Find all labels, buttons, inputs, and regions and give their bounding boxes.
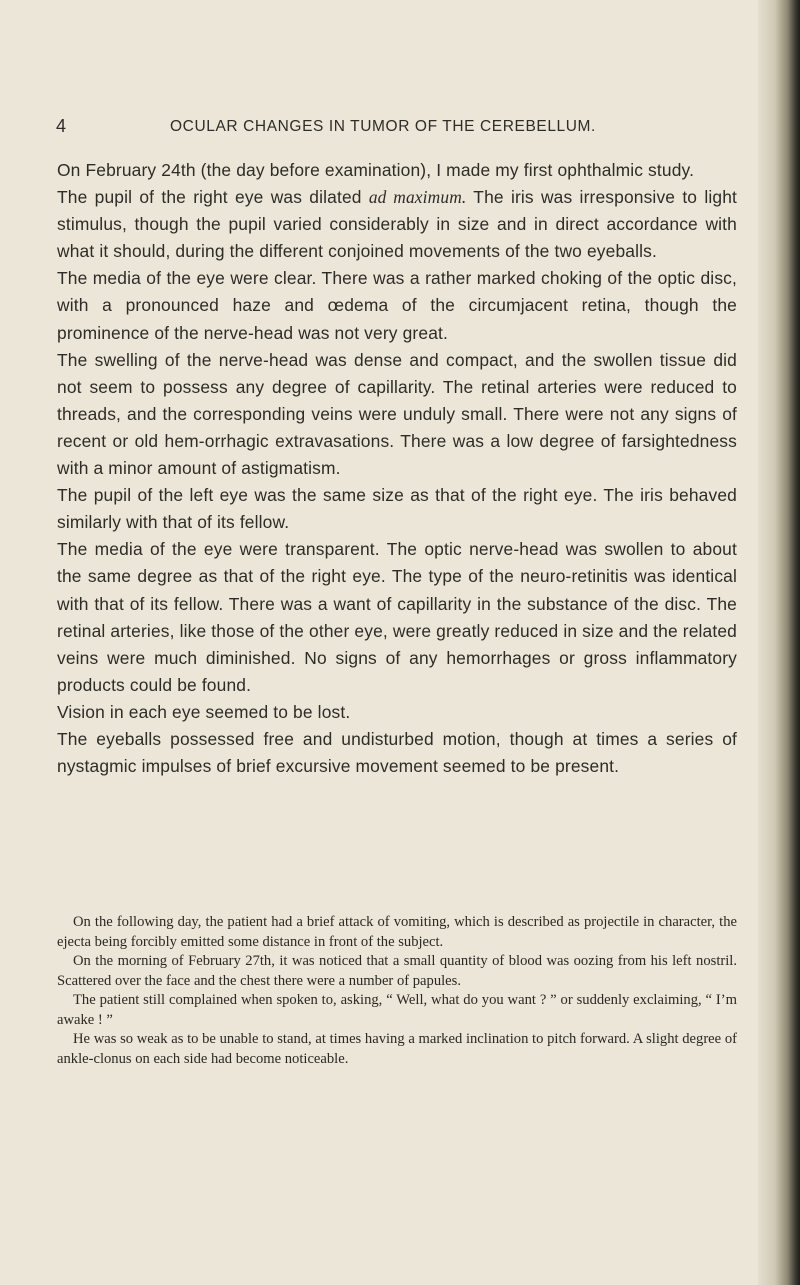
binding-edge xyxy=(758,0,800,1285)
paragraph xyxy=(57,184,737,265)
note-paragraph: On the morning of February 27th, it was noticed that a small quantity of blood was oozing from his left nostril. Scattered over the face and the chest there were a number of papules. xyxy=(57,953,737,989)
text-run: The pupil of the right eye was dilated xyxy=(57,187,369,208)
paragraph: The swelling of the nerve-head was dense and compact, and the swollen tissue did not seem to possess any degree of capillarity. The retinal arteries were reduced to threads, and the corresponding veins were unduly small. There were not any signs of recent or old hem-orrhagic extravasations. There was a low degree of farsightedness with a minor amount of astigmatism. xyxy=(57,349,737,479)
small-print-notes xyxy=(57,913,737,1069)
italic-phrase: ad maximum. xyxy=(368,187,467,208)
paragraph: The media of the eye were transparent. The optic nerve-head was swollen to about the same degree as that of the right eye. The type of the neuro-retinitis was identical with that of its fellow. There was a want of capillarity in the substance of the disc. The retinal arteries, like those of the other eye, were greatly reduced in size and the related veins were much diminished. No signs of any hemorrhages or gross inflammatory products could be found. xyxy=(57,539,737,695)
paragraph: The eyeballs possessed free and undisturbed motion, though at times a series of nystagmic impulses of brief excursive movement seemed to be present. xyxy=(57,728,737,777)
paragraph: The pupil of the left eye was the same size as that of the right eye. The iris behaved similarly with that of its fellow. xyxy=(57,485,737,533)
page-number: 4 xyxy=(56,116,67,136)
note-paragraph: On the following day, the patient had a brief attack of vomiting, which is described as projectile in character, the ejecta being forcibly emitted some distance in front of the subject. xyxy=(57,914,737,950)
page-header xyxy=(56,116,736,140)
text-run: The iris was irresponsive to light stimulus, though the pupil varied considerably in size and in direct accordance with what it should, during the different conjoined movements of the two eyeballs. xyxy=(57,187,737,262)
note-paragraph: The patient still complained when spoken to, asking, “ Well, what do you want ? ” or suddenly exclaiming, “ I’m awake ! ” xyxy=(57,992,737,1028)
main-text xyxy=(57,157,737,780)
paragraph: On February 24th (the day before examination), I made my first ophthalmic study. xyxy=(57,160,695,180)
paragraph: The media of the eye were clear. There was a rather marked choking of the optic disc, with a pronounced haze and œdema of the circumjacent retina, though the prominence of the nerve-head was not very great. xyxy=(57,268,737,343)
running-head: OCULAR CHANGES IN TUMOR OF THE CEREBELLUM. xyxy=(170,118,596,135)
note-paragraph: He was so weak as to be unable to stand, at times having a marked inclination to pitch forward. A slight degree of ankle-clonus on each side had become noticeable. xyxy=(57,1031,737,1067)
paragraph: Vision in each eye seemed to be lost. xyxy=(57,701,351,722)
